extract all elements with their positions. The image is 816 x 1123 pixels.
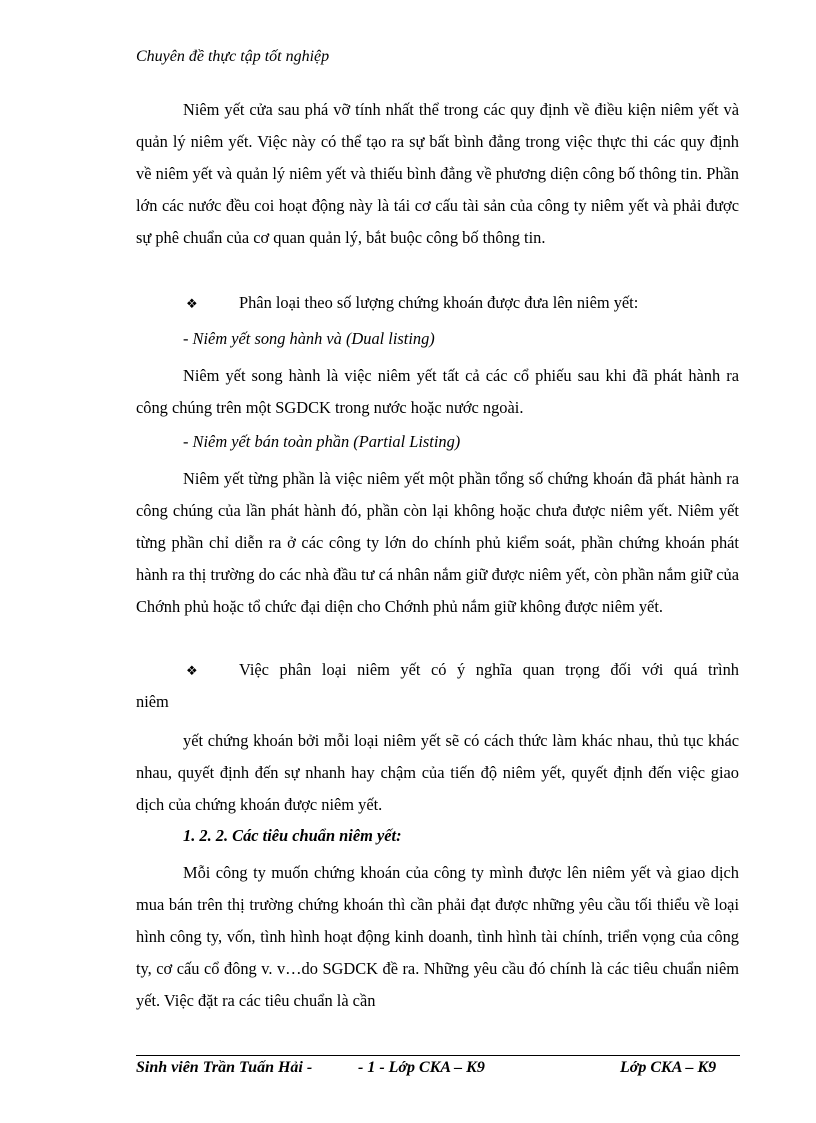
- page-header-title: Chuyên đề thực tập tốt nghiệp: [136, 48, 330, 65]
- footer-student-name: Sinh viên Trần Tuấn Hải -: [136, 1059, 313, 1076]
- bullet-classification-continuation: niêm: [136, 692, 169, 711]
- paragraph-listing-standards: Mỗi công ty muốn chứng khoán của công ty mình được lên niêm yết và giao dịch mua bán trên thị trường chứng khoán thì cần phải đạt được những yêu cầu tối thiểu về loại hình công ty, vốn, tình hình hoạt động kinh doanh, tình hình tài chính, triển vọng của công ty, cơ cấu cổ đông v. v…do SGDCK đề ra. Những yêu cầu đó chính là các tiêu chuẩn niêm yết. Việc đặt ra các tiêu chuẩn là cần: [136, 863, 739, 1010]
- footer-page-number: - 1 - Lớp CKA – K9: [358, 1059, 485, 1076]
- bullet-classification-by-quantity: Phân loại theo số lượng chứng khoán được đưa lên niêm yết:: [239, 293, 639, 312]
- section-heading-listing-standards: 1. 2. 2. Các tiêu chuẩn niêm yết:: [183, 826, 402, 845]
- paragraph-backdoor-listing: Niêm yết cửa sau phá vỡ tính nhất thể trong các quy định về điều kiện niêm yết và quản lý niêm yết. Việc này có thể tạo ra sự bất bình đẳng trong việc thực thi các quy định về niêm yết và quản lý niêm yết và thiếu bình đẳng về phương diện công bố thông tin. Phần lớn các nước đều coi hoạt động này là tái cơ cấu tài sản của công ty niêm yết và phải được sự phê chuẩn của cơ quan quản lý, bắt buộc công bố thông tin.: [136, 100, 739, 247]
- footer-class: Lớp CKA – K9: [620, 1059, 717, 1076]
- diamond-bullet-icon: ❖: [186, 663, 198, 678]
- paragraph-partial-listing: Niêm yết từng phần là việc niêm yết một phần tổng số chứng khoán đã phát hành ra công chúng của lần phát hành đó, phần còn lại không hoặc chưa được niêm yết. Niêm yết từng phần chỉ diễn ra ở các công ty lớn do chính phủ kiểm soát, phần chứng khoán phát hành ra thị trường do các nhà đầu tư cá nhân nắm giữ được niêm yết, còn phần nắm giữ của Chớnh phủ hoặc tổ chức đại diện cho Chớnh phủ nắm giữ không được niêm yết.: [136, 469, 739, 616]
- diamond-bullet-icon: ❖: [186, 296, 198, 311]
- paragraph-listing-procedure: yết chứng khoán bởi mỗi loại niêm yết sẽ có cách thức làm khác nhau, thủ tục khác nhau, quyết định đến sự nhanh hay chậm của tiến độ niêm yết, quyết định đến việc giao dịch của chứng khoán được niêm yết.: [136, 731, 739, 814]
- bullet-classification-importance: Việc phân loại niêm yết có ý nghĩa quan trọng đối với quá trình: [239, 660, 739, 679]
- subheading-dual-listing: - Niêm yết song hành và (Dual listing): [183, 329, 435, 348]
- footer-divider: [136, 1055, 740, 1056]
- paragraph-dual-listing: Niêm yết song hành là việc niêm yết tất cả các cổ phiếu sau khi đã phát hành ra công chúng trên một SGDCK trong nước hoặc nước ngoài.: [136, 366, 739, 417]
- subheading-partial-listing: - Niêm yết bán toàn phần (Partial Listing): [183, 432, 461, 451]
